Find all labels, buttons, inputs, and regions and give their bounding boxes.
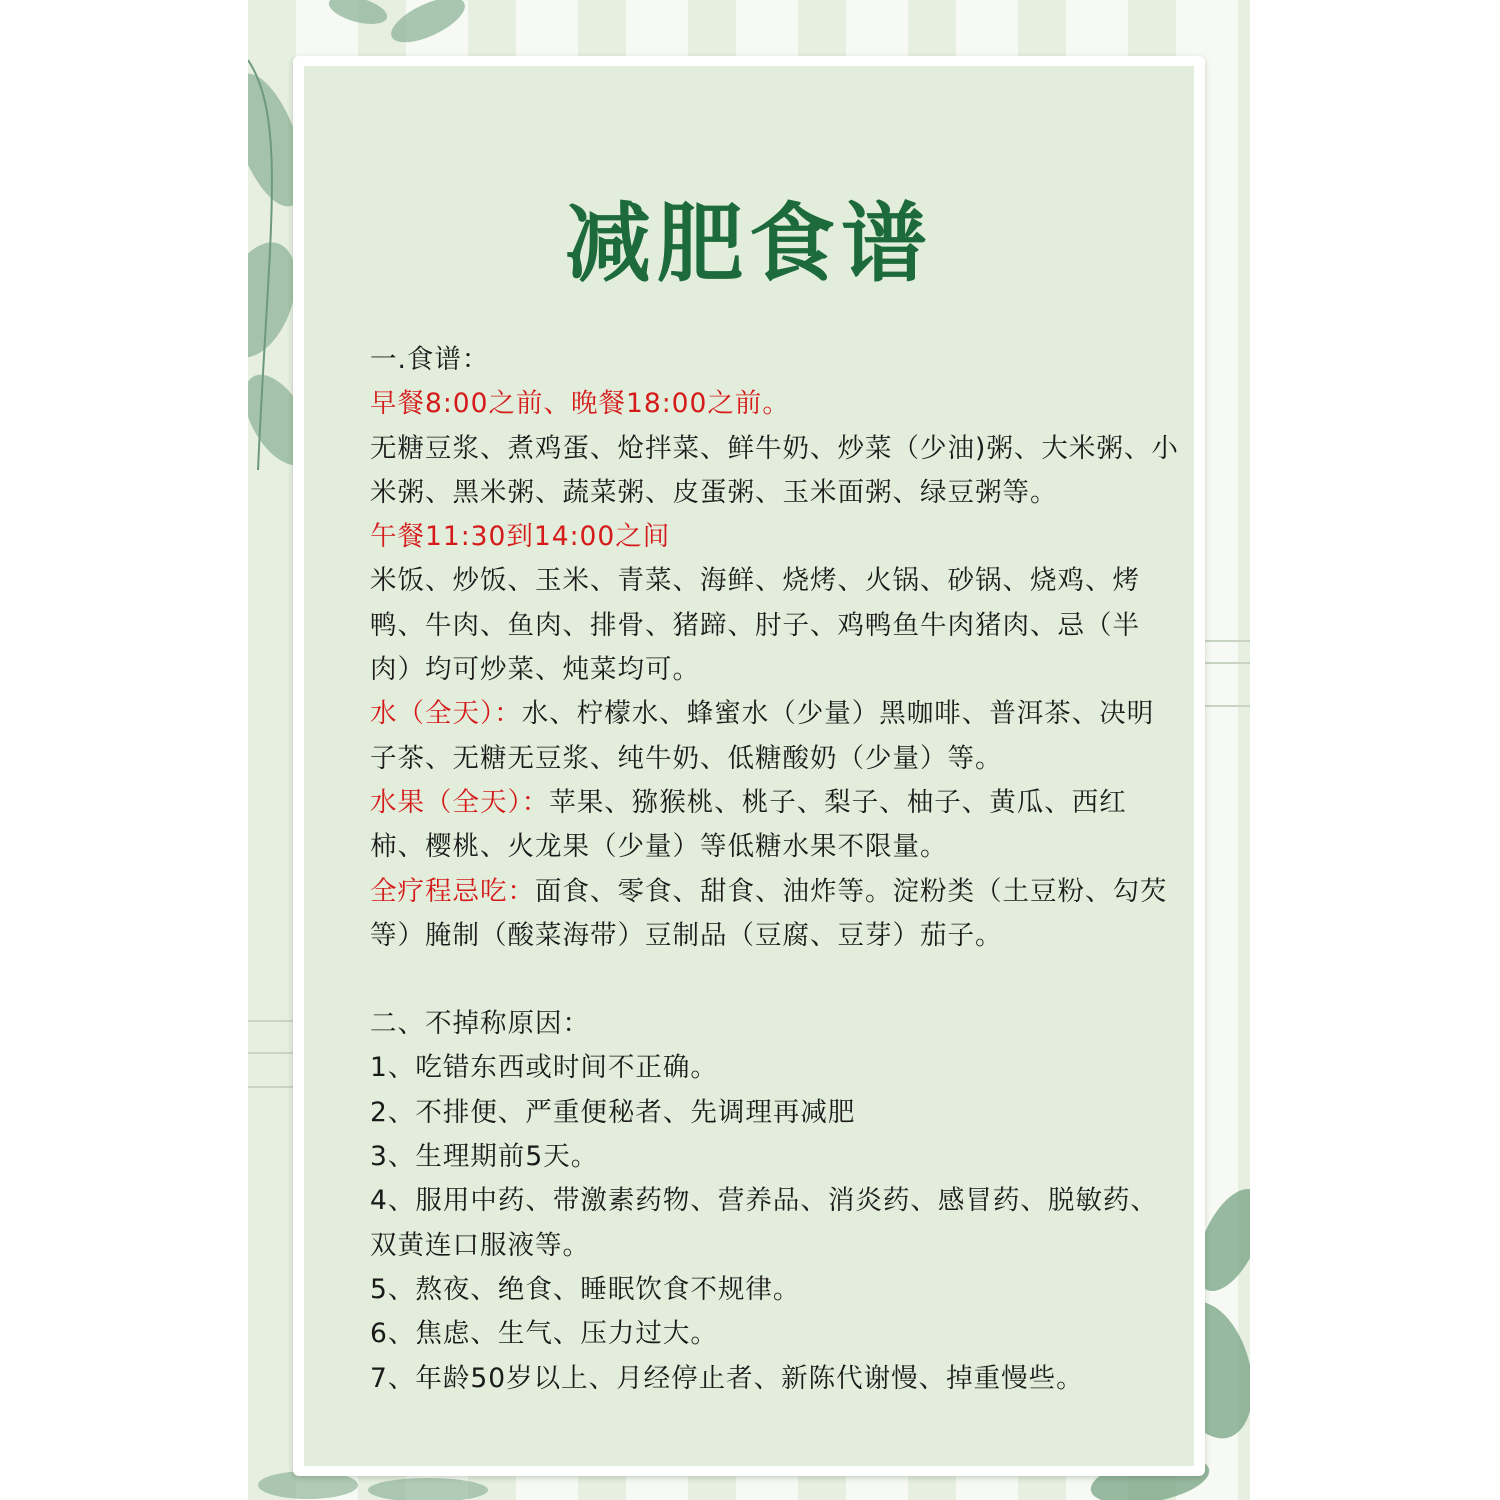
- breakfast-text: 无糖豆浆、煮鸡蛋、炝拌菜、鲜牛奶、炒菜（少油)粥、大米粥、小米粥、黑米粥、蔬菜粥、皮蛋粥、玉米面粥、绿豆粥等。: [370, 432, 1179, 508]
- recipe-card: [293, 56, 1205, 1476]
- lunch-label: 午餐11:30到14:00之间: [370, 521, 671, 553]
- reason-item: 4、服用中药、带激素药物、营养品、消炎药、感冒药、脱敏药、双黄连口服液等。: [370, 1185, 1158, 1261]
- recipe-body: [370, 338, 1180, 1401]
- fruit-label: 水果（全天）：: [370, 786, 550, 818]
- recipe-card-panel: [304, 66, 1194, 1466]
- reason-item: 6、焦虑、生气、压力过大。: [370, 1318, 718, 1350]
- lunch-text: 米饭、炒饭、玉米、青菜、海鲜、烧烤、火锅、砂锅、烧鸡、烤鸭、牛肉、鱼肉、排骨、猪蹄、肘子、鸡鸭鱼牛肉猪肉、忌（半肉）均可炒菜、炖菜均可。: [370, 565, 1140, 686]
- reason-item: 7、年龄50岁以上、月经停止者、新陈代谢慢、掉重慢些。: [370, 1362, 1084, 1394]
- section-spacer: [370, 958, 1180, 1002]
- section1-heading: 一.食谱：: [370, 344, 490, 375]
- divider-line: [1200, 705, 1250, 707]
- water-label: 水（全天）：: [370, 698, 522, 730]
- page-title: 减肥食谱: [565, 194, 933, 294]
- divider-line: [248, 1086, 298, 1088]
- water-text: 水、柠檬水、蜂蜜水（少量）黑咖啡、普洱茶、决明子茶、无糖无豆浆、纯牛奶、低糖酸奶（少量）等。: [370, 698, 1155, 774]
- divider-line: [1200, 640, 1250, 642]
- avoid-text: 面食、零食、甜食、油炸等。淀粉类（土豆粉、勾芡等）腌制（酸菜海带）豆制品（豆腐、豆芽）茄子。: [370, 875, 1168, 951]
- reason-item: 2、不排便、严重便秘者、先调理再减肥: [370, 1096, 856, 1128]
- reason-item: 3、生理期前5天。: [370, 1141, 599, 1173]
- divider-line: [248, 1052, 298, 1054]
- section2-heading: 二、不掉称原因：: [370, 1008, 590, 1040]
- avoid-paragraph: [370, 870, 1180, 959]
- breakfast-label: 早餐8:00之前、晚餐18:00之前。: [370, 388, 790, 420]
- water-paragraph: [370, 692, 1180, 781]
- reason-item: 5、熬夜、绝食、睡眠饮食不规律。: [370, 1273, 801, 1305]
- avoid-label: 全疗程忌吃：: [370, 875, 535, 907]
- divider-line: [248, 1020, 298, 1022]
- fruit-paragraph: [370, 781, 1180, 870]
- divider-line: [1200, 662, 1250, 664]
- reason-item: 1、吃错东西或时间不正确。: [370, 1052, 718, 1084]
- fruit-text: 苹果、猕猴桃、桃子、梨子、柚子、黄瓜、西红柿、樱桃、火龙果（少量）等低糖水果不限量。: [370, 786, 1127, 863]
